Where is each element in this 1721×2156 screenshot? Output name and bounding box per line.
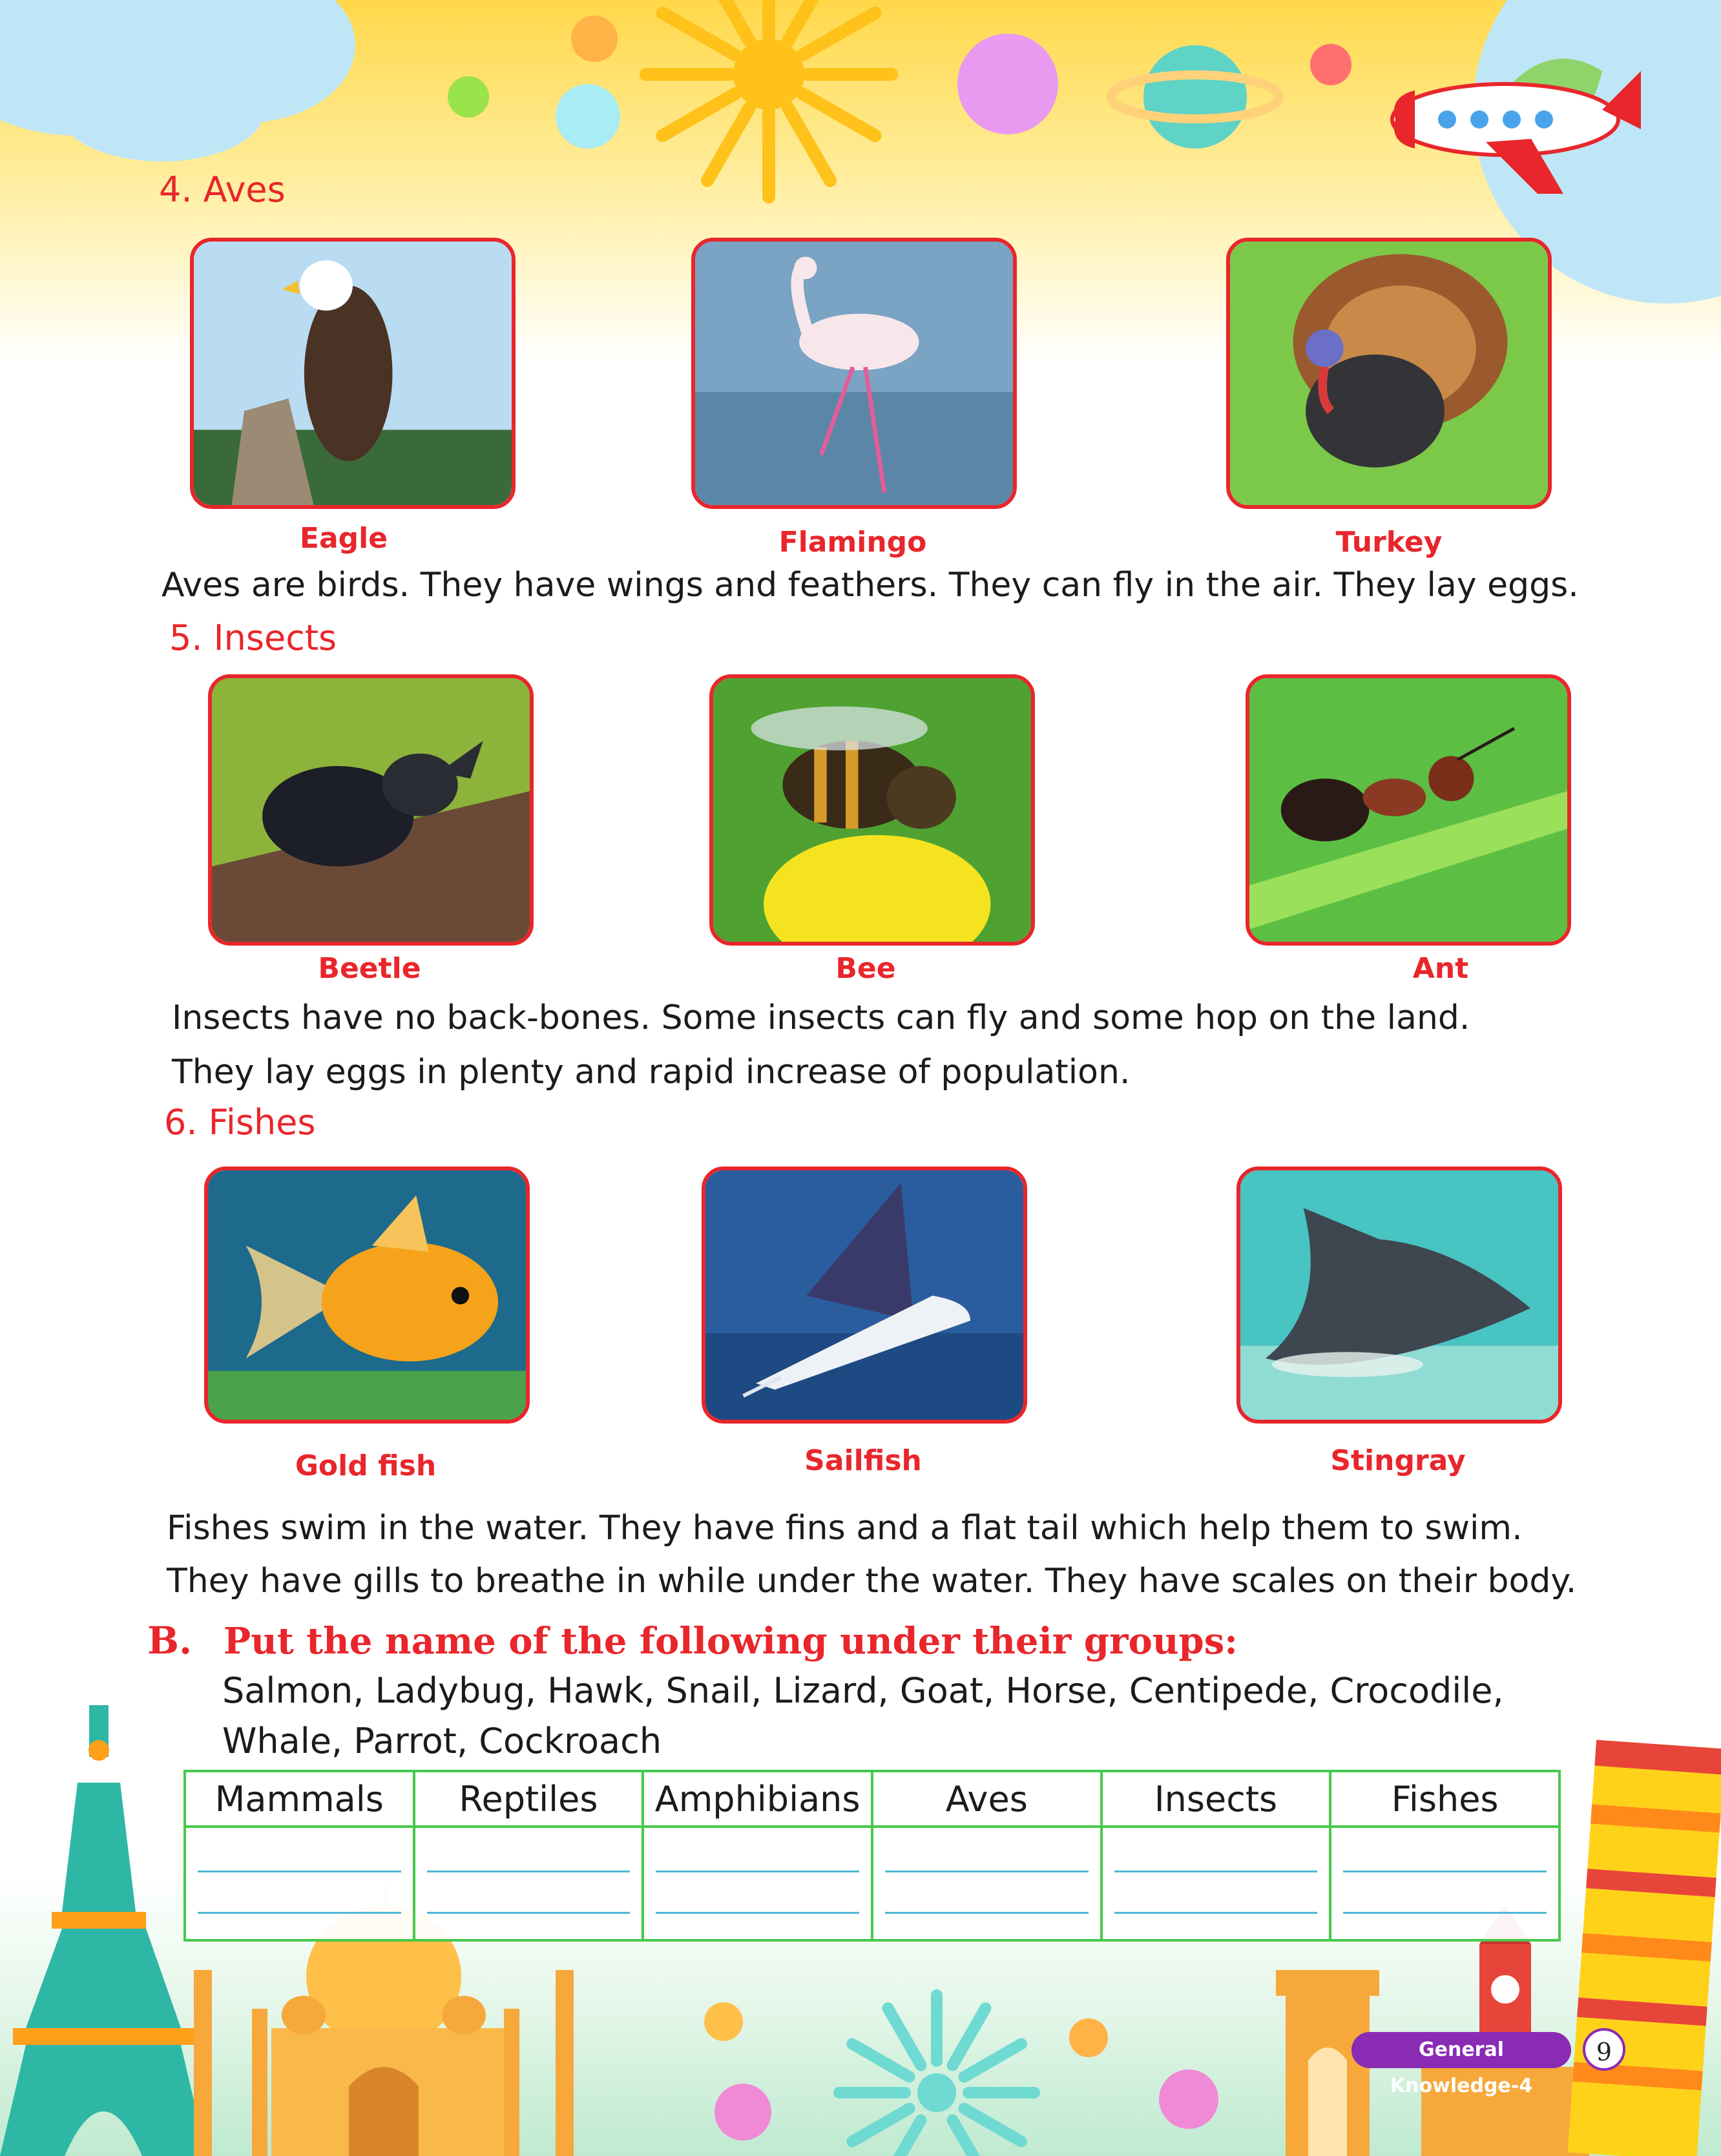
answer-line — [1343, 1912, 1547, 1914]
answer-line — [427, 1912, 631, 1914]
photo-beetle — [208, 674, 534, 946]
caption-eagle: Eagle — [299, 522, 388, 555]
column-header-amphibians: Amphibians — [643, 1771, 872, 1827]
column-header-fishes: Fishes — [1330, 1771, 1559, 1827]
answer-line — [656, 1912, 859, 1914]
footer-book-title: General Knowledge-4 — [1351, 2032, 1571, 2068]
photo-sailfish — [702, 1166, 1027, 1424]
answer-cell-insects[interactable] — [1101, 1827, 1331, 1940]
exercise-label: B. — [147, 1619, 193, 1663]
photo-bee — [709, 674, 1035, 946]
caption-bee: Bee — [835, 952, 896, 985]
answer-line — [1343, 1871, 1547, 1872]
photo-stingray — [1236, 1166, 1562, 1424]
answer-line — [427, 1871, 631, 1872]
column-header-aves: Aves — [872, 1771, 1101, 1827]
answer-cell-mammals[interactable] — [185, 1827, 414, 1940]
page-number: 9 — [1583, 2028, 1625, 2071]
paragraph-aves-line-1: Aves are birds. They have wings and feathers. They can fly in the air. They lay eggs. — [162, 566, 1579, 605]
photo-ant — [1246, 674, 1571, 946]
answer-line — [1114, 1871, 1318, 1872]
groups-table — [183, 1770, 1561, 1942]
answer-line — [1114, 1912, 1318, 1914]
caption-gold-fish: Gold fish — [295, 1449, 437, 1482]
groups-table-header-row — [185, 1771, 1559, 1827]
caption-beetle: Beetle — [318, 952, 421, 985]
caption-sailfish: Sailfish — [804, 1444, 922, 1477]
answer-cell-fishes[interactable] — [1330, 1827, 1559, 1940]
caption-flamingo: Flamingo — [778, 526, 927, 559]
leaning-tower-decoration — [1568, 1740, 1721, 2156]
paragraph-fishes-line-1: Fishes swim in the water. They have fins and a flat tail which help them to swim. — [167, 1509, 1523, 1548]
exercise-title: Put the name of the following under their groups: — [224, 1620, 1238, 1663]
photo-turkey — [1226, 238, 1552, 509]
exercise-word-list-line-1: Salmon, Ladybug, Hawk, Snail, Lizard, Goat, Horse, Centipede, Crocodile, — [222, 1670, 1504, 1711]
column-header-mammals: Mammals — [185, 1771, 414, 1827]
column-header-reptiles: Reptiles — [414, 1771, 643, 1827]
caption-stingray: Stingray — [1330, 1444, 1466, 1477]
answer-line — [656, 1871, 859, 1872]
paragraph-fishes-line-2: They have gills to breathe in while under the water. They have scales on their body. — [167, 1562, 1577, 1601]
caption-ant: Ant — [1412, 952, 1469, 985]
section-heading-insects: 5. Insects — [169, 617, 337, 658]
answer-line — [198, 1871, 401, 1872]
exercise-word-list-line-2: Whale, Parrot, Cockroach — [222, 1721, 662, 1761]
answer-cell-amphibians[interactable] — [643, 1827, 872, 1940]
answer-line — [198, 1912, 401, 1914]
photo-flamingo — [691, 238, 1017, 509]
caption-turkey: Turkey — [1335, 526, 1443, 559]
answer-cell-reptiles[interactable] — [414, 1827, 643, 1940]
photo-gold-fish — [204, 1166, 530, 1424]
photo-eagle — [190, 238, 516, 509]
groups-table-answer-row — [185, 1827, 1559, 1940]
column-header-insects: Insects — [1101, 1771, 1331, 1827]
answer-line — [885, 1912, 1089, 1914]
paragraph-insects-line-1: Insects have no back-bones. Some insects can fly and some hop on the land. — [172, 999, 1470, 1037]
section-heading-fishes: 6. Fishes — [164, 1102, 316, 1143]
section-heading-aves: 4. Aves — [159, 169, 286, 210]
answer-line — [885, 1871, 1089, 1872]
paragraph-insects-line-2: They lay eggs in plenty and rapid increase of population. — [172, 1053, 1131, 1092]
answer-cell-aves[interactable] — [872, 1827, 1101, 1940]
